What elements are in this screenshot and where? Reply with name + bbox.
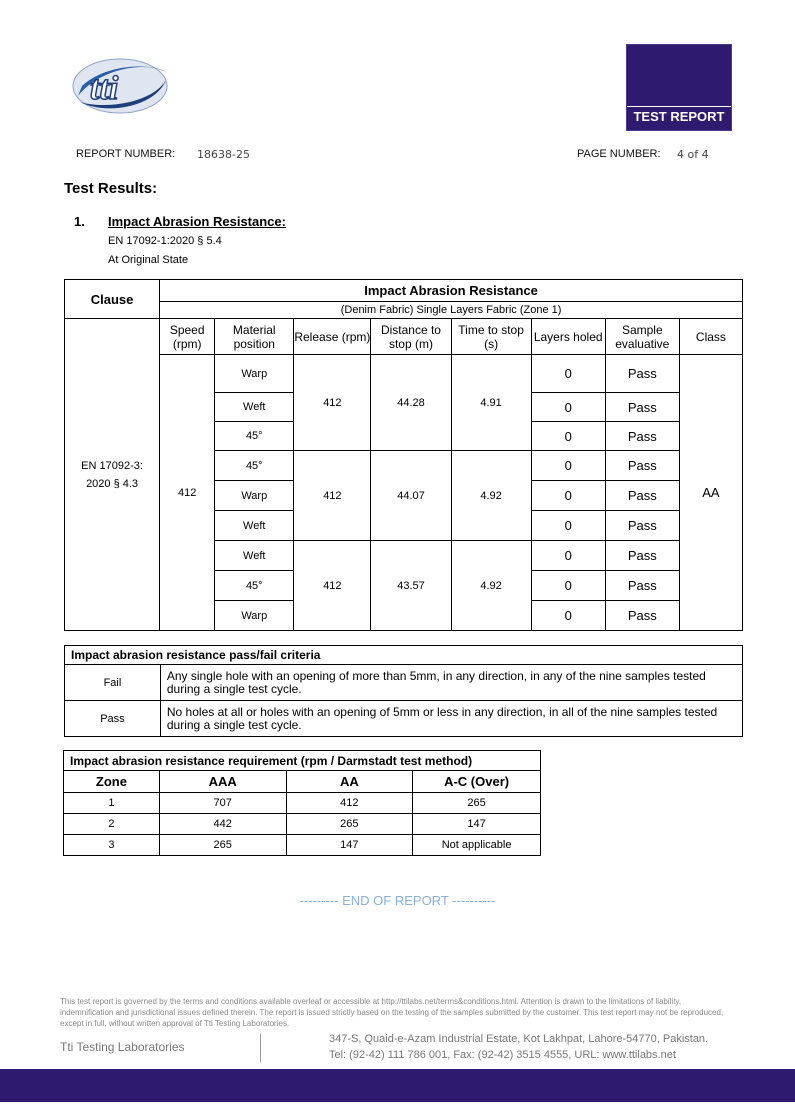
aaa-cell: 442 <box>159 814 286 835</box>
layers-cell: 0 <box>531 355 605 393</box>
table-subtitle: (Denim Fabric) Single Layers Fabric (Zone 1) <box>160 302 743 319</box>
col-layers-header: Layers holed <box>531 319 605 355</box>
report-number-value: 18638-25 <box>197 148 250 161</box>
sample-cell: Pass <box>605 511 679 541</box>
section-state: At Original State <box>108 254 189 266</box>
material-cell: Weft <box>215 541 294 571</box>
page-number-value: 4 of 4 <box>677 148 709 161</box>
sample-cell: Pass <box>605 393 679 422</box>
impact-abrasion-table <box>64 279 743 631</box>
table-row <box>65 701 743 737</box>
distance-cell: 43.57 <box>371 541 451 631</box>
layers-cell: 0 <box>531 422 605 451</box>
table-row <box>64 793 541 814</box>
col-release-header: Release (rpm) <box>294 319 371 355</box>
footer-disclaimer: This test report is governed by the terms and conditions available overleaf or accessible at http://ttilabs.net/terms&conditions.html. Attention is drawn to the limitations of liability, indemnification and jurisdictional issues defined therein. The report is issued strictly based on the testing of the samples submitted by the customer. This test report may not be reproduced, except in full, without written approval of Tti Testing Laboratories. <box>60 997 724 1028</box>
tti-logo-icon <box>68 50 170 122</box>
criteria-table <box>64 645 743 737</box>
fail-text: Any single hole with an opening of more than 5mm, in any direction, in any of the nine samples tested during a single test cycle. <box>160 665 742 701</box>
footer-address: 347-S, Quaid-e-Azam Industrial Estate, Kot Lakhpat, Lahore-54770, Pakistan. <box>329 1033 709 1045</box>
clause-value: EN 17092-3: 2020 § 4.3 <box>65 319 160 631</box>
footer-company: Tti Testing Laboratories <box>60 1040 185 1054</box>
clause-header: Clause <box>65 280 160 319</box>
distance-cell: 44.28 <box>371 355 451 451</box>
company-logo <box>68 50 170 122</box>
zone-header: Zone <box>64 771 160 793</box>
layers-cell: 0 <box>531 481 605 511</box>
aa-cell: 147 <box>286 835 413 856</box>
layers-cell: 0 <box>531 451 605 481</box>
time-cell: 4.91 <box>451 355 531 451</box>
sample-cell: Pass <box>605 451 679 481</box>
material-cell: Warp <box>215 481 294 511</box>
zone-cell: 2 <box>64 814 160 835</box>
footer-bar <box>0 1069 795 1102</box>
table-row <box>65 355 743 393</box>
ac-cell: 147 <box>413 814 541 835</box>
aaa-cell: 265 <box>159 835 286 856</box>
sample-cell: Pass <box>605 481 679 511</box>
aa-cell: 412 <box>286 793 413 814</box>
page-number-label: PAGE NUMBER: <box>577 148 661 160</box>
test-results-heading: Test Results: <box>64 180 158 197</box>
time-cell: 4.92 <box>451 541 531 631</box>
col-speed-header: Speed (rpm) <box>160 319 215 355</box>
layers-cell: 0 <box>531 511 605 541</box>
col-time-header: Time to stop (s) <box>451 319 531 355</box>
table-row <box>64 814 541 835</box>
requirement-title: Impact abrasion resistance requirement (rpm / Darmstadt test method) <box>64 751 541 771</box>
col-class-header: Class <box>679 319 742 355</box>
fail-label: Fail <box>65 665 161 701</box>
end-of-report: --------- END OF REPORT ---------- <box>299 893 496 908</box>
ac-header: A-C (Over) <box>413 771 541 793</box>
report-number-label: REPORT NUMBER: <box>76 148 176 160</box>
aa-header: AA <box>286 771 413 793</box>
sample-cell: Pass <box>605 541 679 571</box>
aa-cell: 265 <box>286 814 413 835</box>
test-report-badge <box>626 44 732 131</box>
col-sample-header: Sample evaluative <box>605 319 679 355</box>
table-row <box>65 665 743 701</box>
zone-cell: 1 <box>64 793 160 814</box>
aaa-header: AAA <box>159 771 286 793</box>
svg-text:tti: tti <box>90 70 119 107</box>
material-cell: 45° <box>215 571 294 601</box>
release-cell: 412 <box>294 355 371 451</box>
material-cell: Weft <box>215 511 294 541</box>
pass-label: Pass <box>65 701 161 737</box>
layers-cell: 0 <box>531 393 605 422</box>
layers-cell: 0 <box>531 601 605 631</box>
material-cell: Warp <box>215 601 294 631</box>
section-standard: EN 17092-1:2020 § 5.4 <box>108 235 222 247</box>
material-cell: Warp <box>215 355 294 393</box>
footer-divider <box>260 1034 261 1062</box>
section-number: 1. <box>74 214 85 229</box>
release-cell: 412 <box>294 451 371 541</box>
test-report-label: TEST REPORT <box>627 106 731 127</box>
pass-text: No holes at all or holes with an opening of 5mm or less in any direction, in all of the nine samples tested during a single test cycle. <box>160 701 742 737</box>
col-distance-header: Distance to stop (m) <box>371 319 451 355</box>
time-cell: 4.92 <box>451 451 531 541</box>
sample-cell: Pass <box>605 422 679 451</box>
sample-cell: Pass <box>605 571 679 601</box>
layers-cell: 0 <box>531 541 605 571</box>
criteria-title: Impact abrasion resistance pass/fail criteria <box>65 646 743 665</box>
sample-cell: Pass <box>605 355 679 393</box>
footer-contact: Tel: (92-42) 111 786 001, Fax: (92-42) 3515 4555, URL: www.ttilabs.net <box>329 1049 676 1061</box>
ac-cell: Not applicable <box>413 835 541 856</box>
speed-value: 412 <box>160 355 215 631</box>
zone-cell: 3 <box>64 835 160 856</box>
layers-cell: 0 <box>531 571 605 601</box>
material-cell: 45° <box>215 451 294 481</box>
material-cell: Weft <box>215 393 294 422</box>
aaa-cell: 707 <box>159 793 286 814</box>
requirement-table <box>63 750 541 856</box>
col-material-header: Material position <box>215 319 294 355</box>
material-cell: 45° <box>215 422 294 451</box>
section-title: Impact Abrasion Resistance: <box>108 214 286 229</box>
table-row <box>64 835 541 856</box>
table-title: Impact Abrasion Resistance <box>160 280 743 302</box>
release-cell: 412 <box>294 541 371 631</box>
class-value: AA <box>679 355 742 631</box>
ac-cell: 265 <box>413 793 541 814</box>
distance-cell: 44.07 <box>371 451 451 541</box>
sample-cell: Pass <box>605 601 679 631</box>
